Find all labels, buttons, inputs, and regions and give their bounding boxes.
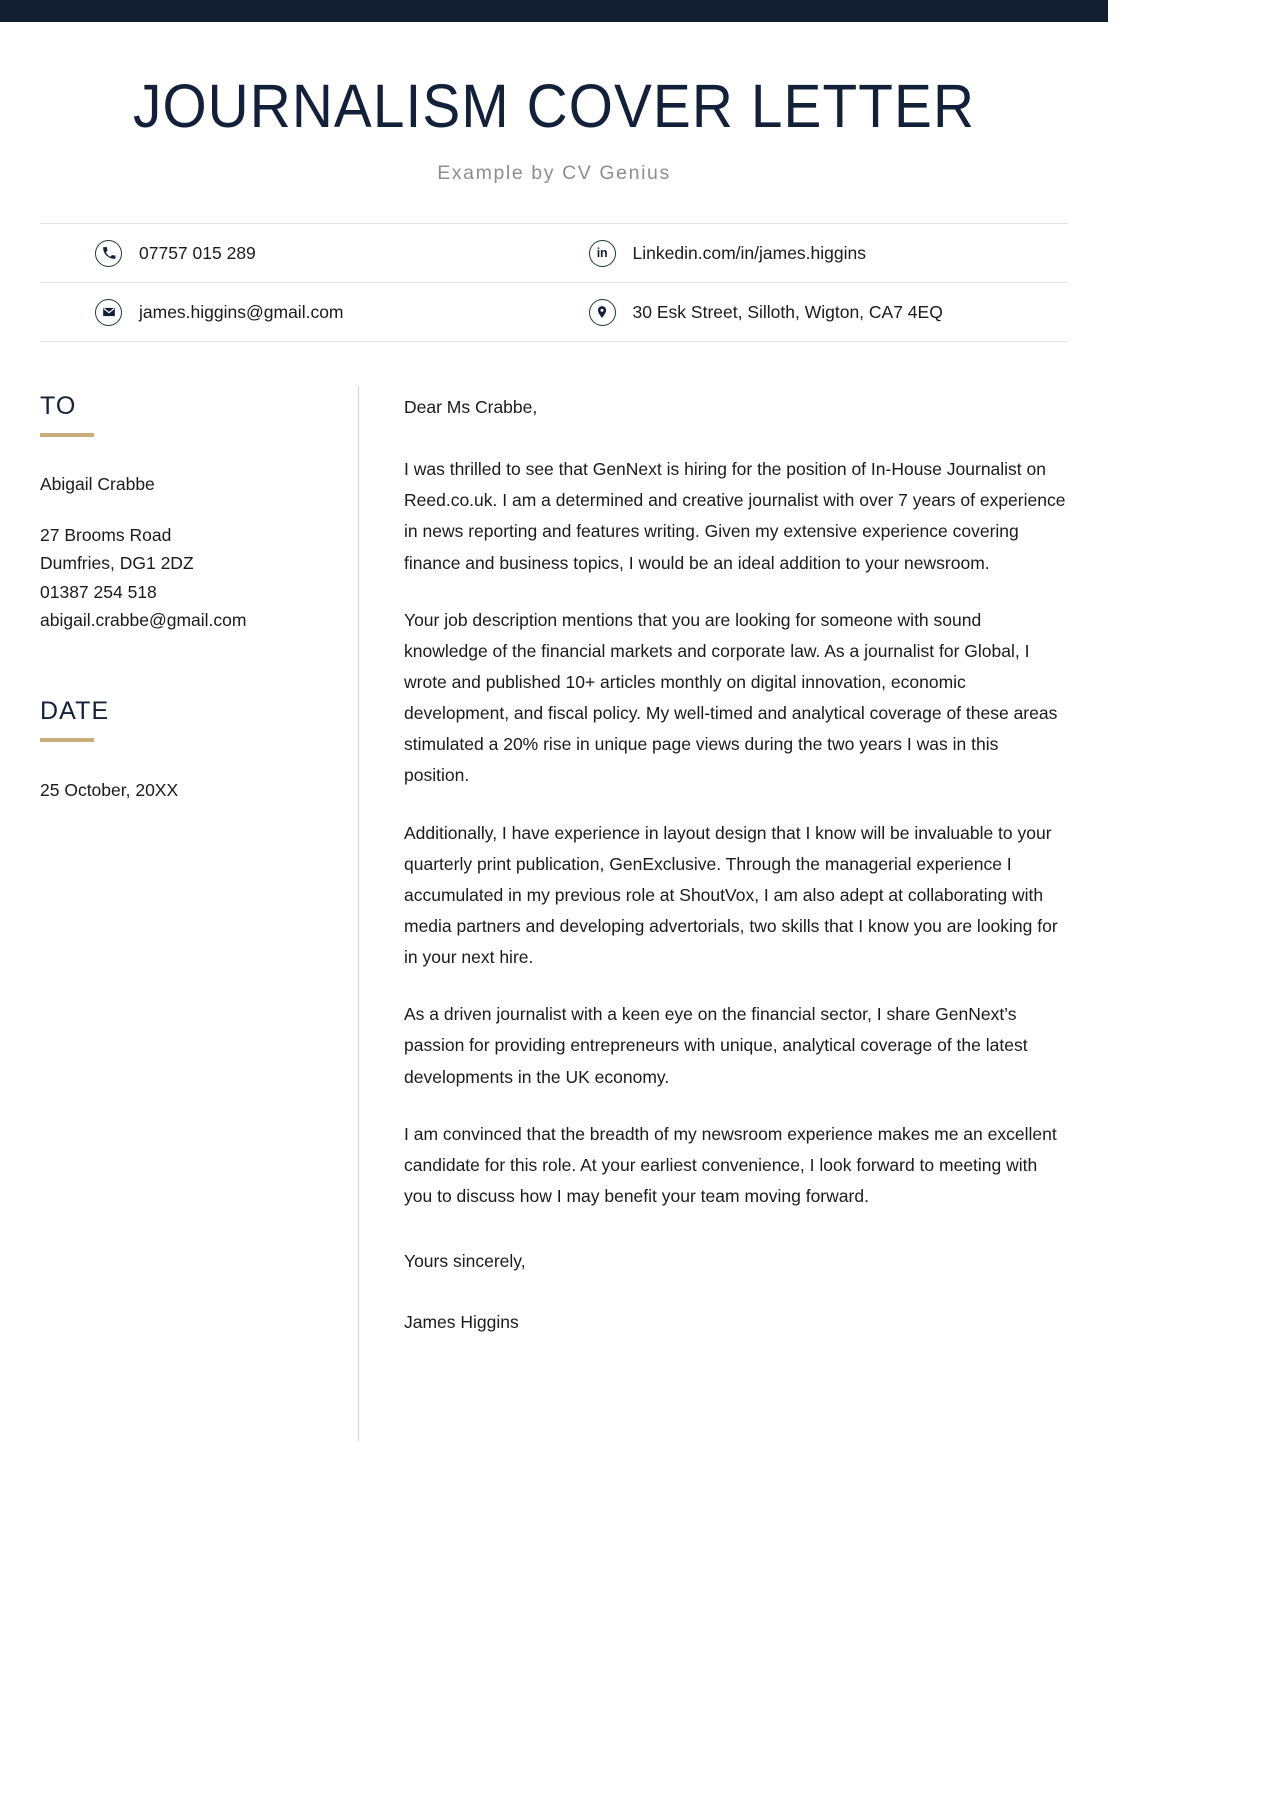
recipient-name: Abigail Crabbe xyxy=(40,474,155,495)
location-pin-icon xyxy=(589,299,616,326)
letter-paragraph: I was thrilled to see that GenNext is hiring for the position of In-House Journalist on Reed.co.uk. I am a determined and creative journalist with over 7 years of experience in news reporting and features writing. Given my extensive experience covering finance and business topics, I would be an ideal addition to your newsroom. xyxy=(404,459,1066,573)
recipient-city: Dumfries, DG1 2DZ xyxy=(40,553,194,574)
top-accent-bar xyxy=(0,0,1108,22)
contact-row xyxy=(40,283,1068,341)
document-header xyxy=(0,22,1108,185)
recipient-street: 27 Brooms Road xyxy=(40,524,172,545)
sidebar-spacer xyxy=(40,635,358,699)
letter-paragraph: Additionally, I have experience in layout design that I know will be invaluable to your quarterly print publication, GenExclusive. Through the managerial experience I accumulated in my previous role at ShoutVox, I am also adept at collaborating with media partners and developing advertorials, two skills that I know you are looking for in your next hire. xyxy=(404,822,1058,968)
letter-body-area xyxy=(40,386,1068,1441)
recipient-details xyxy=(40,521,358,635)
letter-paragraph: I am convinced that the breadth of my newsroom experience makes me an excellent candidate for this role. At your earliest convenience, I look forward to meeting with you to discuss how I may benefit your team moving forward. xyxy=(404,1123,1057,1206)
letter-closing: Yours sincerely, xyxy=(404,1251,526,1272)
contact-info-block xyxy=(40,223,1068,342)
letter-content xyxy=(359,386,1068,1441)
letter-date: 25 October, 20XX xyxy=(40,779,179,800)
contact-value-email: james.higgins@gmail.com xyxy=(139,301,344,322)
sidebar-heading-date: DATE xyxy=(40,696,110,725)
contact-row xyxy=(40,224,1068,283)
letter-salutation: Dear Ms Crabbe, xyxy=(404,397,538,418)
letter-paragraph: Your job description mentions that you are looking for someone with sound knowledge of the financial markets and corporate law. As a journalist for Global, I wrote and published 10+ articles monthly on digital innovation, economic development, and fiscal policy. My well-timed and analytical coverage of these areas stimulated a 20% rise in unique page views during the two years I was in this position. xyxy=(404,609,1058,786)
page-title: JOURNALISM COVER LETTER xyxy=(132,72,976,140)
contact-value-address: 30 Esk Street, Silloth, Wigton, CA7 4EQ xyxy=(632,301,943,322)
sidebar xyxy=(40,386,358,1441)
recipient-email: abigail.crabbe@gmail.com xyxy=(40,610,247,631)
contact-item-address[interactable] xyxy=(575,283,1068,341)
contact-value-phone: 07757 015 289 xyxy=(139,242,256,263)
page-subtitle: Example by CV Genius xyxy=(437,162,671,185)
sidebar-section-date xyxy=(40,696,358,803)
linkedin-icon: in xyxy=(589,240,616,267)
contact-item-linkedin[interactable] xyxy=(575,224,1068,282)
recipient-phone: 01387 254 518 xyxy=(40,581,157,602)
phone-icon xyxy=(95,240,122,267)
letter-signature: James Higgins xyxy=(404,1312,519,1333)
letter-paragraph: As a driven journalist with a keen eye on the financial sector, I share GenNext’s passion for providing entrepreneurs with unique, analytical coverage of the latest developments in the UK economy. xyxy=(404,1004,1028,1087)
sidebar-section-to xyxy=(40,394,358,635)
envelope-icon xyxy=(95,299,122,326)
contact-item-phone[interactable] xyxy=(40,224,575,282)
gold-rule xyxy=(40,433,94,437)
gold-rule xyxy=(40,738,94,742)
contact-value-linkedin: Linkedin.com/in/james.higgins xyxy=(632,242,867,263)
contact-item-email[interactable] xyxy=(40,283,575,341)
sidebar-heading-to: TO xyxy=(40,392,77,421)
